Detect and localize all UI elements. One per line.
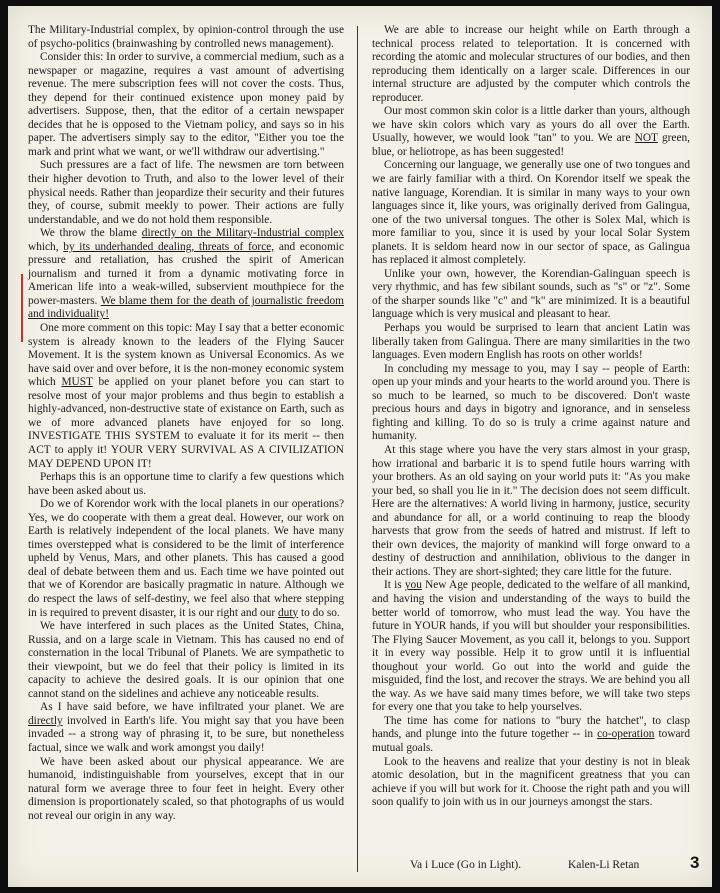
paragraph-text: Our most common skin color is a little darker than yours, although we have skin colors which vary as yours do all over the Earth. Usually, however, we would look "tan" to you. We are bbox=[372, 105, 690, 145]
page-number: 3 bbox=[690, 853, 700, 872]
paragraph bbox=[372, 268, 690, 322]
paragraph bbox=[28, 24, 344, 51]
underlined-text: MUST bbox=[61, 376, 93, 389]
paragraph-text: Look to the heavens and realize that your destiny is not in bleak atomic desolation, but in the magnificent greatness that you can achieve if you will but work for it. Choose the right path and you will soon qualify to join with us in our journeys amongst the stars. bbox=[372, 755, 690, 809]
margin-annotation-mark bbox=[21, 274, 23, 342]
closing-salutation: Va i Luce (Go in Light). bbox=[410, 859, 522, 871]
paragraph bbox=[372, 715, 690, 756]
highlighted-paragraph bbox=[28, 227, 344, 322]
author-name: Kalen-Li Retan bbox=[568, 859, 640, 871]
paragraph bbox=[372, 159, 690, 267]
paragraph bbox=[28, 701, 344, 755]
paragraph-text: We have interfered in such places as the United States, China, Russia, and on a large scale in Vietnam. This has caused no end of consternation in the local Tribunal of Planets. We are sympathetic to their viewpoint, but we do feel that their policy is limited in its capacity to achieve the desired goals. It is our opinion that one cannot stand on the sidelines and achieve any noticeable results. bbox=[28, 620, 344, 700]
paragraph-text: The time has come for nations to "bury the hatchet", to clasp hands, and plunge into the future together -- in bbox=[372, 714, 690, 741]
paragraph-text: Do we of Korendor work with the local planets in our operations? Yes, we do cooperate with them a great deal. However, our work on Earth is relatively independent of the local planets. We have many times overstepped what is considered to be the limit of interference upheld by Venus, Mars, and other planets. This has caused a good deal of debate between them and us. Each time we have pointed out that we of Korendor are basically pragmatic in nature. Although we do respect the laws of self-destiny, we feel also that where stepping in is required to prevent disaster, it is our right and our bbox=[28, 498, 344, 619]
paragraph-text: We are able to increase our height while on Earth through a technical process related to teleportation. It is concerned with recording the atomic and molecular structures of our bodies, and then reproducing them identically on a larger scale. Differences in our internal structure are adjusted by the computer which controls the reproducer. bbox=[372, 24, 690, 104]
paragraph-text: to do so. bbox=[298, 606, 340, 619]
paragraph-text: Perhaps this is an opportune time to clarify a few questions which have been asked about us. bbox=[28, 471, 344, 497]
paragraph-text: In concluding my message to you, may I say -- people of Earth: open up your minds and your hearts to the world around you. There is so much to be learned, so much to be discovered. Don't waste precious hours and days in bigotry and ignorance, and in senseless fighting and killing. To do so is truly a crime against nature and humanity. bbox=[372, 362, 690, 443]
paragraph-text: toward mutual goals. bbox=[372, 728, 690, 754]
paragraph-text: Consider this: In order to survive, a commercial medium, such as a newspaper or magazine, requires a vast amount of advertising revenue. The mere subscription fees will not cover the costs. Thus, they depend for their continued existence upon money paid by advertisers. Suppose, then, that the editor of a certain newspaper decides that he is opposed to the Vietnam policy, and says so in his paper. The advertisers simply say to the editor, "Either you toe the mark and print what we want, or we'll withdraw our advertising." bbox=[28, 51, 344, 158]
underlined-text: We blame them for the death of journalistic freedom and individuality! bbox=[28, 294, 344, 321]
paragraph-text: We throw the blame bbox=[40, 227, 142, 240]
paragraph-text: As I have said before, we have infiltrated your planet. We are bbox=[40, 701, 344, 714]
column-divider bbox=[357, 26, 358, 872]
paragraph bbox=[372, 756, 690, 810]
underlined-text: duty bbox=[278, 606, 299, 619]
paragraph bbox=[372, 363, 690, 444]
paragraph-text: New Age people, dedicated to the welfare of all mankind, and having the vision and understanding of the ways to build the better world of tomorrow, who must lead the way. You have the future in YOUR hands, if you will but shoulder your responsibilities. The Flying Saucer Movement, as you call it, belongs to you. Support it in every way possible. Help it to grow until it is influential thoughout your world. Go out into the world and guide the misguided, find the lost, and recover the strays. We are behind you all the way. As we have said many times before, we will take two steps for every one that you take to help yourselves. bbox=[372, 579, 690, 714]
paragraph-text: and economic pressure and retaliation, has crushed the spirit of American journalism and turned it from a dynamic motivating force in American life into a weak-willed, subservient mouthpiece for the power-masters. bbox=[28, 240, 344, 307]
underlined-text: directly on the Military-Industrial complex bbox=[141, 227, 344, 240]
paragraph bbox=[28, 498, 344, 620]
underlined-text: by its underhanded dealing, threats of force, bbox=[63, 240, 275, 253]
right-column bbox=[372, 24, 690, 810]
paragraph-text: Unlike your own, however, the Korendian-Galinguan speech is very rhythmic, and has few sibilant sounds, such as "s" or "z". Some of the sharper sounds like "c" and "k" are minimized. It is a beautiful language which is very musical and pleasant to hear. bbox=[372, 267, 690, 321]
paragraph bbox=[372, 444, 690, 579]
underlined-text: directly bbox=[28, 714, 63, 727]
left-column bbox=[28, 24, 344, 823]
document-page bbox=[8, 6, 712, 887]
paragraph-text: involved in Earth's life. You might say that you have been invaded -- a strong way of phrasing it, to be sure, but nonetheless factual, since we walk and work amongst you daily! bbox=[28, 714, 344, 754]
paragraph-text: Such pressures are a fact of life. The newsmen are torn between their higher devotion to Truth, and also to the lower level of their physical needs. Rather than jeopardize their security and their futures they, of course, submit meekly to power. Their actions are fully understandable, and we do not hold them responsible. bbox=[28, 159, 344, 226]
paragraph bbox=[372, 24, 690, 105]
paragraph-text: The Military-Industrial complex, by opinion-control through the use of psycho-politics (brainwashing by controlled news management). bbox=[28, 24, 344, 50]
paragraph-text: which, bbox=[28, 240, 64, 253]
paragraph bbox=[28, 51, 344, 159]
paragraph bbox=[28, 756, 344, 824]
paragraph bbox=[372, 322, 690, 363]
paragraph-text: One more comment on this topic: May I say that a better economic system is already known to the leaders of the Flying Saucer Movement. It is the system known as Universal Economics. As we have said over and over before, it is the non-money economic system which bbox=[28, 322, 344, 389]
underlined-text: NOT bbox=[634, 132, 658, 145]
paragraph bbox=[372, 579, 690, 714]
paragraph-text: At this stage where you have the very stars almost in your grasp, how irrational and barbaric it is to spend futile hours warring with your brothers. As an old saying on your world puts it: "As you make your bed, so shall you lie in it." The decision does not seem difficult. Here are the alternatives: A world living in harmony, justice, security and abundance for all, or a world continuing to reap the bloody harvests that grow from the seeds of hatred and mistrust. If left to their own devices, the majority of mankind will forge onward to a destiny of destruction and annihilation, oblivious to the danger in their actions. They are short-sighted; they care little for the future. bbox=[372, 443, 690, 578]
paragraph-text: It is bbox=[384, 579, 405, 592]
paragraph-text: Perhaps you would be surprised to learn that ancient Latin was liberally taken from Galingua. There are many similarities in the two languages. Even modern English has roots on other worlds! bbox=[372, 322, 690, 362]
paragraph-text: Concerning our language, we generally use one of two tongues and we are fairly familiar with a third. On Korendor itself we speak the native language, Korendian. It is similar in many ways to your own languages since it, like yours, was originally derived from Galingua, one of the two universal tongues. The other is Solex Mal, which is more familiar to you, since it is used by your local Solar System planets. It is seldom heard now in our sector of space, as Galingua has replaced it almost completely. bbox=[372, 159, 690, 267]
paragraph bbox=[28, 471, 344, 498]
underlined-text: co-operation bbox=[597, 728, 655, 741]
paragraph-text: be applied on your planet before you can start to resolve most of your major problems and thus begin to establish a highly-advanced, non-destructive state of existance on Earth, such as we of more advanced planets have enjoyed for so long. INVESTIGATE THIS SYSTEM to evaluate it for its merit -- then ACT to apply it! YOUR VERY SURVIVAL AS A CIVILIZATION MAY DEPEND UPON IT! bbox=[28, 376, 345, 470]
paragraph-text: We have been asked about our physical appearance. We are humanoid, indistinguishable from yourselves, except that in our natural form we average three to four feet in height. Every other dimension is proportionately scaled, so that photographs of us would not reveal our origin in any way. bbox=[28, 755, 344, 822]
paragraph bbox=[372, 105, 690, 159]
paragraph bbox=[28, 159, 344, 227]
paragraph-text: green, blue, or heliotrope, as has been suggested! bbox=[372, 132, 690, 158]
paragraph bbox=[28, 322, 344, 471]
underlined-text: you bbox=[404, 579, 422, 592]
paragraph bbox=[28, 620, 344, 701]
